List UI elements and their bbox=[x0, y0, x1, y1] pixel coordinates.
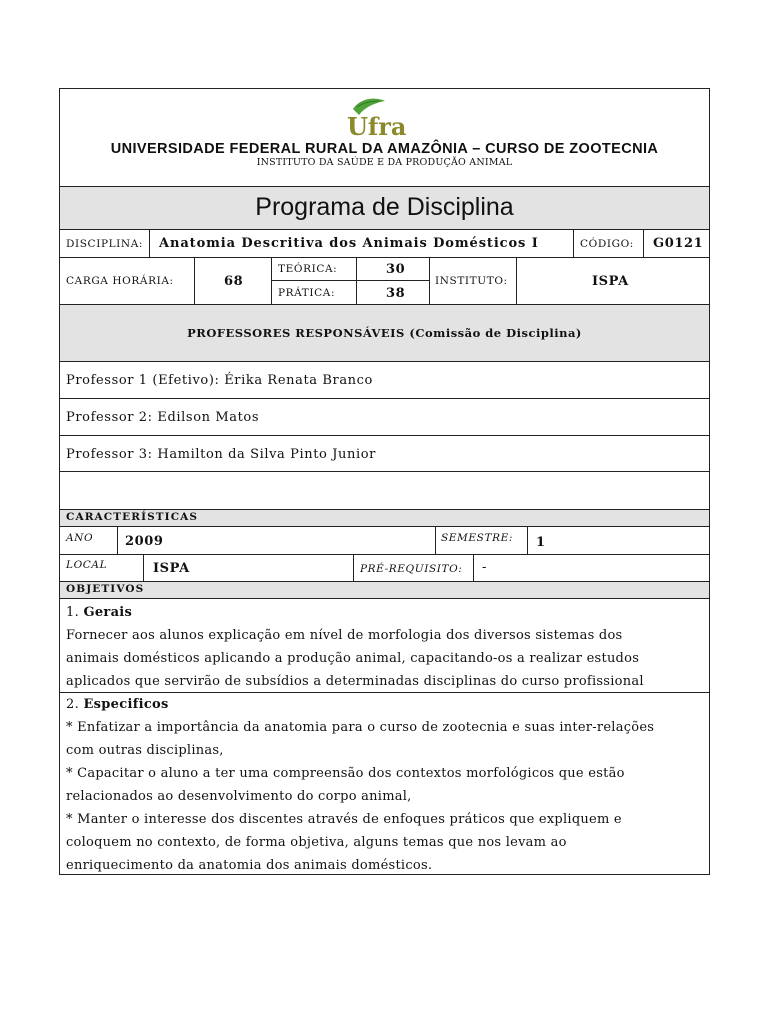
specific-objective-line: * Capacitar o aluno a ter uma compreensão dos contextos morfológicos que estão bbox=[66, 766, 625, 781]
general-objectives-heading bbox=[66, 601, 132, 624]
discipline-code: G0121 bbox=[653, 236, 704, 251]
divider bbox=[60, 435, 709, 436]
professors-subtitle: (Comissão de Disciplina) bbox=[409, 326, 582, 340]
divider bbox=[60, 526, 709, 527]
divider bbox=[60, 186, 709, 187]
professor-2: Professor 2: Edilson Matos bbox=[66, 410, 260, 425]
divider bbox=[60, 509, 709, 510]
characteristics-title: CARACTERÍSTICAS bbox=[66, 511, 199, 523]
specific-title: Especificos bbox=[83, 697, 169, 712]
general-objective-line: Fornecer aos alunos explicação em nível de morfologia dos diversos sistemas dos bbox=[66, 628, 623, 643]
prerequisite-label: PRÉ-REQUISITO: bbox=[360, 563, 463, 575]
divider bbox=[60, 598, 709, 599]
specific-objective-line: * Manter o interesse dos discentes através de enfoques práticos que expliquem e bbox=[66, 812, 622, 827]
practice-hours: 38 bbox=[386, 286, 406, 301]
code-label: CÓDIGO: bbox=[580, 238, 634, 250]
specific-objective-line: com outras disciplinas, bbox=[66, 743, 224, 758]
professor-3: Professor 3: Hamilton da Silva Pinto Junior bbox=[66, 447, 376, 462]
professor-1: Professor 1 (Efetivo): Érika Renata Branco bbox=[66, 373, 373, 388]
institute-name: INSTITUTO DA SAÚDE E DA PRODUÇÃO ANIMAL bbox=[256, 157, 513, 168]
ufra-logo bbox=[345, 95, 425, 137]
specific-number: 2. bbox=[66, 697, 80, 712]
divider bbox=[60, 581, 709, 582]
professors-header bbox=[60, 326, 709, 340]
objectives-title: OBJETIVOS bbox=[66, 583, 145, 595]
year-value: 2009 bbox=[125, 534, 164, 549]
specific-objective-line: * Enfatizar a importância da anatomia para o curso de zootecnia e suas inter-relações bbox=[66, 720, 655, 735]
local-label: LOCAL bbox=[66, 559, 108, 571]
discipline-name: Anatomia Descritiva dos Animais Domésticos I bbox=[159, 236, 539, 251]
general-objective-line: aplicados que servirão de subsídios a determinadas disciplinas do curso profissional bbox=[66, 674, 644, 689]
divider bbox=[60, 361, 709, 362]
specific-objectives-heading bbox=[66, 693, 169, 716]
discipline-program-form bbox=[59, 88, 710, 875]
workload-total: 68 bbox=[224, 274, 244, 289]
logo-text: Ufra bbox=[347, 112, 407, 137]
theory-label: TEÓRICA: bbox=[278, 263, 338, 275]
institute-label: INSTITUTO: bbox=[435, 275, 508, 287]
divider bbox=[60, 304, 709, 305]
divider bbox=[60, 471, 709, 472]
specific-objective-line: relacionados ao desenvolvimento do corpo animal, bbox=[66, 789, 412, 804]
prerequisite-value: - bbox=[482, 560, 487, 575]
professors-title: PROFESSORES RESPONSÁVEIS bbox=[187, 326, 405, 340]
page-title: Programa de Disciplina bbox=[255, 193, 514, 221]
practice-label: PRÁTICA: bbox=[278, 287, 336, 299]
specific-objective-line: enriquecimento da anatomia dos animais domésticos. bbox=[66, 858, 433, 873]
theory-hours: 30 bbox=[386, 262, 406, 277]
specific-objective-line: coloquem no contexto, de forma objetiva, alguns temas que nos levam ao bbox=[66, 835, 567, 850]
university-name: UNIVERSIDADE FEDERAL RURAL DA AMAZÔNIA – CURSO DE ZOOTECNIA bbox=[110, 141, 659, 157]
divider bbox=[60, 229, 709, 230]
general-objective-line: animais domésticos aplicando a produção animal, capacitando-os a realizar estudos bbox=[66, 651, 640, 666]
divider bbox=[60, 398, 709, 399]
local-value: ISPA bbox=[153, 561, 190, 576]
discipline-label: DISCIPLINA: bbox=[66, 238, 144, 250]
objectives-band bbox=[60, 581, 709, 598]
general-title: Gerais bbox=[83, 605, 133, 620]
institute-value: ISPA bbox=[592, 274, 629, 289]
semester-value: 1 bbox=[536, 535, 546, 550]
divider bbox=[60, 554, 709, 555]
semester-label: SEMESTRE: bbox=[441, 532, 513, 544]
general-number: 1. bbox=[66, 605, 80, 620]
workload-label: CARGA HORÁRIA: bbox=[66, 275, 174, 287]
divider bbox=[60, 257, 709, 258]
year-label: ANO bbox=[66, 532, 94, 544]
